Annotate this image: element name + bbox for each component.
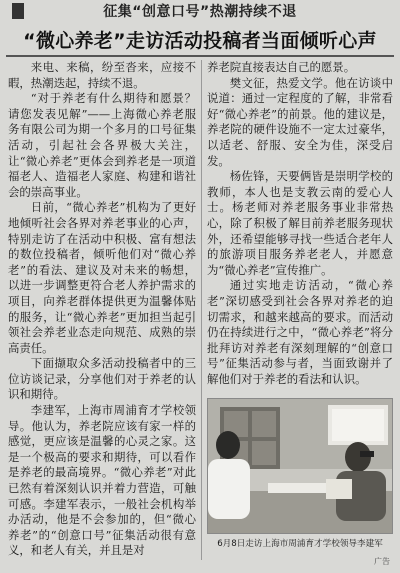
- paragraph-4: 下面撷取众多活动投稿者中的三位访谈记录，分享他们对于养老的认识和期待。: [8, 356, 196, 402]
- kicker-bar-decoration: [12, 3, 24, 19]
- kicker-text: 征集“创意口号”热潮持续不退: [103, 4, 297, 20]
- column-divider: [201, 60, 202, 560]
- right-column: [207, 60, 393, 387]
- paragraph-6: 养老院直接表达自己的愿景。: [207, 60, 356, 74]
- left-column: [8, 60, 196, 559]
- paragraph-5: 李建军，上海市周浦育才学校领导。他认为，养老院应该有家一样的感觉，更应该是温馨的心灵之家。这是一个极高的要求和期待，可以看作是养老的最高境界。“微心养老”对此已然有着深刻认识并着力营造，可触可感。李建军表示，一般社会机构举办活动，他是不会参加的，但“微心养老”的“创意口号”征集活动很有意义，和老人有关，并且是对: [8, 403, 196, 558]
- headline-rule: [6, 55, 394, 57]
- article-headline: “微心养老”走访活动投稿者当面倾听心声: [23, 29, 377, 52]
- paragraph-3: 日前，“微心养老”机构为了更好地倾听社会各界对养老事业的心声，特别走访了在活动中积极、富有想法的数位投稿者，倾听他们对“微心养老”的看法、建议及对未来的畅想，以进一步调整更符合老人养护需求的项目，向养老群体提供更为温馨体贴的服务，让“微心养老”更加担当起引领社会养老业态走向规范、成熟的崇高责任。: [8, 200, 196, 355]
- paragraph-9: 通过实地走访活动，“微心养老”深切感受到社会各界对养老的迫切需求，和越来越高的要求。而活动仍在持续进行之中，“微心养老”将分批拜访对养老有深刻理解的“创意口号”征集活动参与者，当面致谢并了解他们对于养老的看法和认识。: [207, 278, 393, 386]
- paragraph-8: 杨佐锋，天要俩皆是崇明学校的教师，本人也是支教云南的爱心人士。杨老师对养老服务事业非常热心，除了积极了解目前养老服务现状外，还希望能够寻找一些适合老年人的旅游项目服务养老老人，并愿意为“微心养老”宣传推广。: [207, 169, 393, 277]
- advertisement-mark: 广告: [374, 557, 390, 566]
- interview-photo-illustration: [208, 399, 393, 534]
- paragraph-2: “对于养老有什么期待和愿景？请您发表见解”——上海微心养老服务有限公司为期一个多月的口号征集活动，引起社会各界极大关注，让“微心养老”更体会到养老是一项道福老人、造福老人家庭、构建和谐社会的崇高事业。: [8, 91, 196, 199]
- photo-caption: 6月8日走访上海市周浦育才学校领导李建军: [217, 539, 383, 549]
- paragraph-1: 来电、来稿，纷至沓来，应接不暇，热潮迭起，持续不退。: [8, 60, 196, 90]
- paragraph-7: 樊文征，热爱文学。他在访谈中说道：通过一定程度的了解，非常看好“微心养老”的前景。他的建议是，养老院的硬件设施不一定太过豪华，以适老、舒服、安全为佳，深受启发。: [207, 75, 393, 168]
- article-kicker: [8, 0, 392, 22]
- interview-photo: [207, 398, 393, 534]
